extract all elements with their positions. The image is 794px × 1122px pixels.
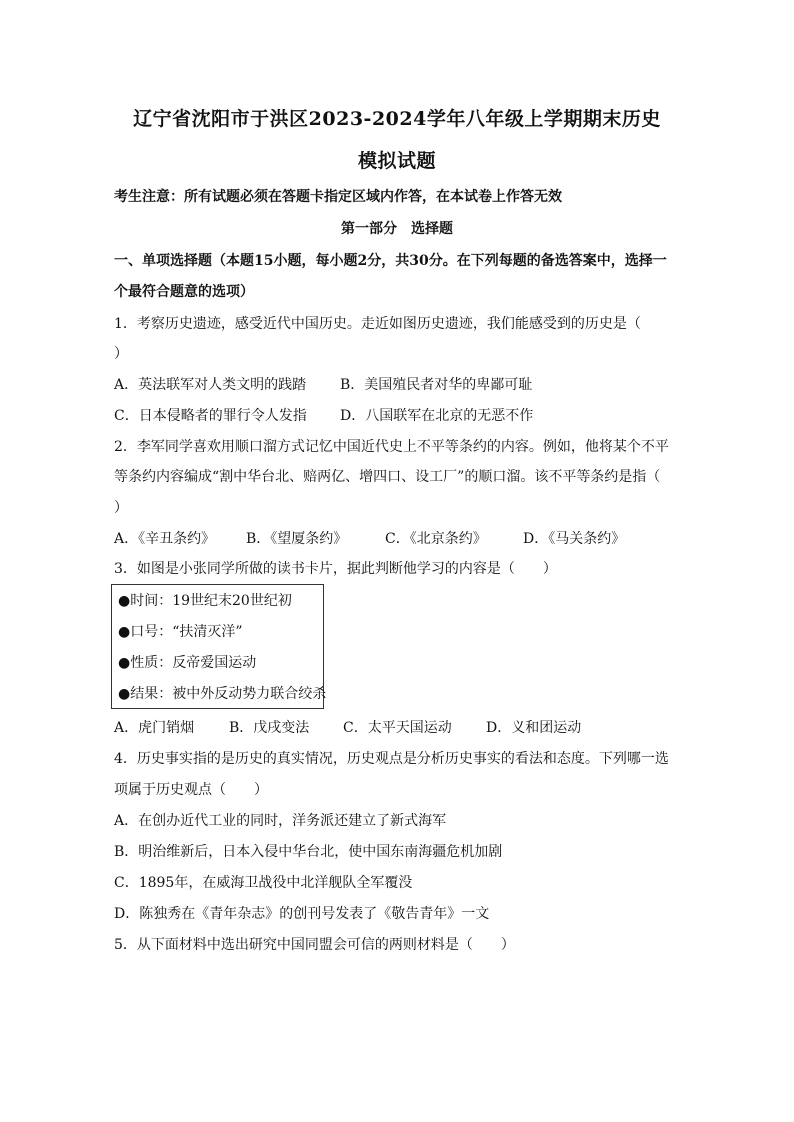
q2-option-c: C．《北京条约》 xyxy=(385,531,487,547)
exam-title-line2: 模拟试题 xyxy=(357,150,436,172)
q3-option-c: C．太平天国运动 xyxy=(343,720,452,736)
q4-option-a: A．在创办近代工业的同时，洋务派还建立了新式海军 xyxy=(114,813,447,829)
q4-option-d: D．陈独秀在《青年杂志》的创刊号发表了《敬告青年》一文 xyxy=(114,906,490,922)
q1-option-a: A．英法联军对人类文明的践踏 xyxy=(114,377,307,393)
q2-option-b: B．《望厦条约》 xyxy=(246,531,348,547)
card-item-result: ●结果：被中外反动势力联合绞杀 xyxy=(118,686,327,702)
q4-option-b: B．明治维新后，日本入侵中华台北，使中国东南海疆危机加剧 xyxy=(114,844,503,860)
q1-option-c: C．日本侵略者的罪行令人发指 xyxy=(114,408,307,424)
section-heading-line1: 一、单项选择题（本题15小题，每小题2分，共30分。在下列每题的备选答案中，选择一 xyxy=(114,253,667,269)
q4-stem-line1: 4．历史事实指的是历史的真实情况，历史观点是分析历史事实的看法和态度。下列哪一选 xyxy=(114,751,669,767)
q4-stem-line2: 项属于历史观点（ ） xyxy=(114,782,268,798)
q1-option-b: B．美国殖民者对华的卑鄙可耻 xyxy=(340,377,533,393)
q5-stem-line1: 5．从下面材料中选出研究中国同盟会可信的两则材料是（ ） xyxy=(114,937,515,953)
card-item-slogan: ●口号：“扶清灭洋” xyxy=(118,624,243,640)
card-item-nature: ●性质：反帝爱国运动 xyxy=(118,655,257,671)
q2-stem-line3: ） xyxy=(114,500,128,516)
q1-option-d: D．八国联军在北京的无恶不作 xyxy=(340,408,534,424)
q3-option-d: D．义和团运动 xyxy=(486,720,582,736)
q2-stem-line1: 2．李军同学喜欢用顺口溜方式记忆中国近代史上不平等条约的内容。例如，他将某个不平 xyxy=(114,439,669,455)
part-title: 第一部分 选择题 xyxy=(341,221,453,237)
reading-card xyxy=(111,584,327,709)
q3-option-b: B．戊戌变法 xyxy=(229,720,310,736)
q4-option-c: C．1895年，在威海卫战役中北洋舰队全军覆没 xyxy=(114,875,413,891)
q1-stem-line2: ） xyxy=(114,346,128,362)
section-heading-line2: 个最符合题意的选项） xyxy=(114,284,254,300)
q3-stem-line1: 3．如图是小张同学所做的读书卡片，据此判断他学习的内容是（ ） xyxy=(114,561,557,577)
q3-option-a: A．虎门销烟 xyxy=(114,720,195,736)
q2-stem-line2: 等条约内容编成“割中华台北、赔两亿、增四口、设工厂”的顺口溜。该不平等条约是指（ xyxy=(114,469,661,485)
exam-notice: 考生注意：所有试题必须在答题卡指定区域内作答，在本试卷上作答无效 xyxy=(114,189,562,205)
exam-title-line1: 辽宁省沈阳市于洪区2023-2024学年八年级上学期期末历史 xyxy=(133,108,661,130)
q2-option-a: A．《辛丑条约》 xyxy=(114,531,216,547)
q2-option-d: D．《马关条约》 xyxy=(523,531,626,547)
card-item-time: ●时间：19世纪末20世纪初 xyxy=(118,593,292,609)
q1-stem-line1: 1．考察历史遗迹，感受近代中国历史。走近如图历史遗迹，我们能感受到的历史是（ xyxy=(114,316,641,332)
